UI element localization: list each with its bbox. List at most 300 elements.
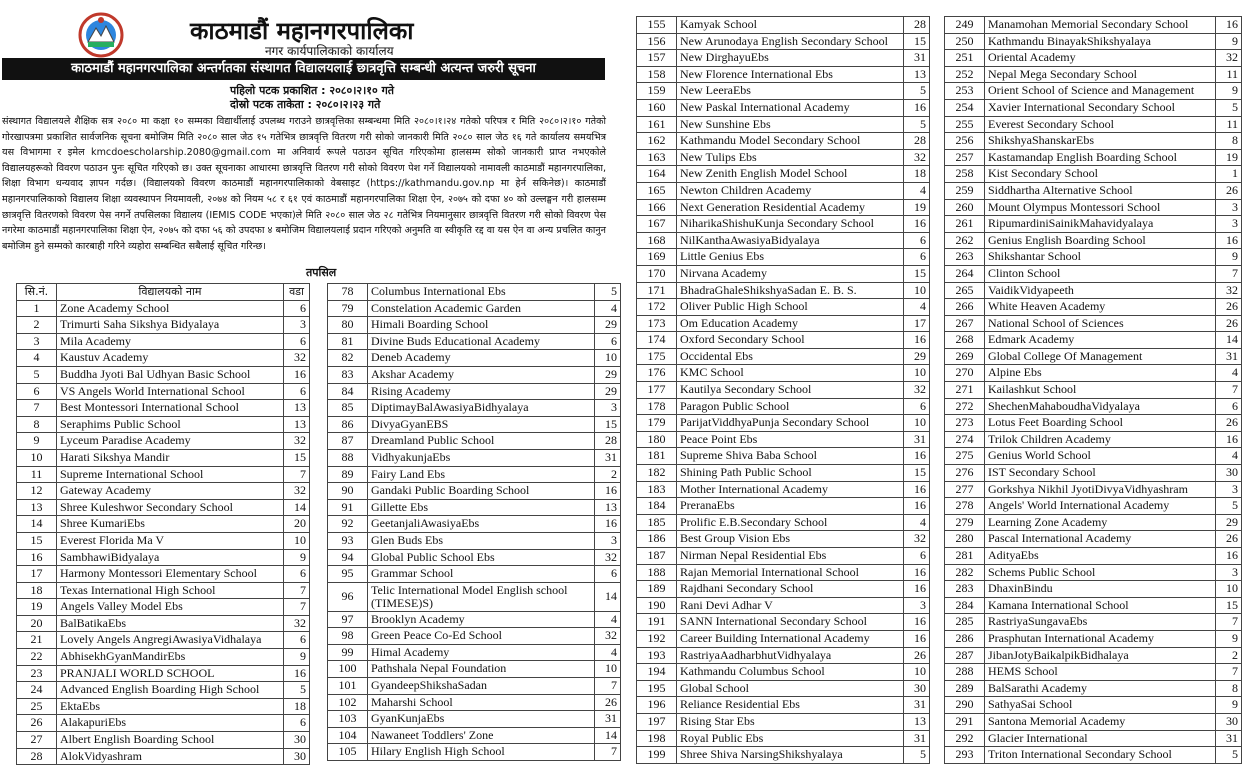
- ward-number: 6: [284, 632, 310, 649]
- row-number: 192: [637, 630, 677, 647]
- row-number: 272: [945, 398, 985, 415]
- school-name: Kailashkut School: [985, 382, 1216, 399]
- header-name: विद्यालयको नाम: [57, 284, 284, 301]
- row-number: 4: [17, 350, 57, 367]
- school-name: Next Generation Residential Academy: [677, 199, 904, 216]
- ward-number: 13: [595, 499, 621, 516]
- ward-number: 3: [1216, 564, 1242, 581]
- ward-number: 3: [1216, 216, 1242, 233]
- ward-number: 4: [904, 514, 930, 531]
- school-name: Kathmandu Columbus School: [677, 664, 904, 681]
- school-name: Peace Point Ebs: [677, 431, 904, 448]
- table-row: [17, 632, 310, 649]
- row-number: 5: [17, 366, 57, 383]
- table-row: [637, 713, 930, 730]
- school-name: BalBatikaEbs: [57, 615, 284, 632]
- row-number: 169: [637, 249, 677, 266]
- ward-number: 26: [904, 647, 930, 664]
- row-number: 270: [945, 365, 985, 382]
- row-number: 22: [17, 649, 57, 666]
- table-row: [328, 317, 621, 334]
- row-number: 250: [945, 33, 985, 50]
- ward-number: 26: [1216, 415, 1242, 432]
- table-row: [17, 333, 310, 350]
- school-name: Xavier International Secondary School: [985, 99, 1216, 116]
- school-name: Best Montessori International School: [57, 400, 284, 417]
- school-name: Global College Of Management: [985, 348, 1216, 365]
- table-row: [328, 483, 621, 500]
- school-name: Mount Olympus Montessori School: [985, 199, 1216, 216]
- ward-number: 26: [1216, 182, 1242, 199]
- ward-number: 26: [1216, 531, 1242, 548]
- table-row: [945, 265, 1242, 282]
- table-row: [945, 50, 1242, 67]
- table-row: [328, 532, 621, 549]
- school-name: Kathmandu Model Secondary School: [677, 133, 904, 150]
- table-row: [637, 448, 930, 465]
- school-name: Nirvana Academy: [677, 265, 904, 282]
- table-row: [637, 216, 930, 233]
- page-title: काठमाडौं महानगरपालिका: [190, 17, 414, 45]
- ward-number: 31: [904, 697, 930, 714]
- row-number: 280: [945, 531, 985, 548]
- table-row: [17, 483, 310, 500]
- ward-number: 15: [904, 33, 930, 50]
- row-number: 279: [945, 514, 985, 531]
- row-number: 289: [945, 680, 985, 697]
- table-row: [328, 727, 621, 744]
- ward-number: 16: [904, 630, 930, 647]
- ward-number: 11: [1216, 116, 1242, 133]
- table-row: [637, 481, 930, 498]
- ward-number: 16: [904, 216, 930, 233]
- ward-number: 29: [904, 348, 930, 365]
- ward-number: 7: [595, 744, 621, 761]
- table-row: [17, 566, 310, 583]
- table-row: [637, 116, 930, 133]
- ward-number: 7: [595, 678, 621, 695]
- row-number: 287: [945, 647, 985, 664]
- school-table-2: [327, 283, 621, 761]
- school-name: EktaEbs: [57, 698, 284, 715]
- school-name: Siddhartha Alternative School: [985, 182, 1216, 199]
- ward-number: 28: [595, 433, 621, 450]
- second-published: दोस्रो पटक ताकेता : २०८०।२।२३ गते: [230, 98, 381, 111]
- ward-number: 4: [595, 611, 621, 628]
- ward-number: 16: [904, 99, 930, 116]
- table-row: [945, 680, 1242, 697]
- table-row: [945, 630, 1242, 647]
- table-row: [945, 99, 1242, 116]
- row-number: 182: [637, 465, 677, 482]
- row-number: 258: [945, 166, 985, 183]
- row-number: 3: [17, 333, 57, 350]
- school-name: HEMS School: [985, 664, 1216, 681]
- school-name: New Arunodaya English Secondary School: [677, 33, 904, 50]
- table-row: [945, 133, 1242, 150]
- row-number: 8: [17, 416, 57, 433]
- school-name: Seraphims Public School: [57, 416, 284, 433]
- ward-number: 16: [1216, 548, 1242, 565]
- ward-number: 6: [904, 232, 930, 249]
- row-number: 9: [17, 433, 57, 450]
- school-name: GeetanjaliAwasiyaEbs: [368, 516, 595, 533]
- table-row: [328, 661, 621, 678]
- table-row: [17, 715, 310, 732]
- row-number: 164: [637, 166, 677, 183]
- ward-number: 13: [904, 66, 930, 83]
- row-number: 159: [637, 83, 677, 100]
- school-name: Supreme Shiva Baba School: [677, 448, 904, 465]
- school-name: Prasphutan International Academy: [985, 630, 1216, 647]
- table-row: [945, 514, 1242, 531]
- row-number: 11: [17, 466, 57, 483]
- school-name: Constelation Academic Garden: [368, 300, 595, 317]
- table-row: [637, 83, 930, 100]
- ward-number: 9: [1216, 33, 1242, 50]
- school-name: New Sunshine Ebs: [677, 116, 904, 133]
- ward-number: 31: [595, 711, 621, 728]
- row-number: 284: [945, 597, 985, 614]
- row-number: 261: [945, 216, 985, 233]
- school-name: Angels' World International Academy: [985, 498, 1216, 515]
- table-row: [945, 398, 1242, 415]
- row-number: 180: [637, 431, 677, 448]
- ward-number: 3: [595, 532, 621, 549]
- ward-number: 16: [904, 581, 930, 598]
- ward-number: 32: [904, 531, 930, 548]
- table-row: [945, 597, 1242, 614]
- ward-number: 4: [1216, 365, 1242, 382]
- row-number: 171: [637, 282, 677, 299]
- table-row: [637, 614, 930, 631]
- school-name: Kautilya Secondary School: [677, 382, 904, 399]
- row-number: 170: [637, 265, 677, 282]
- ward-number: 32: [1216, 282, 1242, 299]
- school-name: Shree Shiva NarsingShikshyalaya: [677, 747, 904, 764]
- school-name: ShikshyaShanskarEbs: [985, 133, 1216, 150]
- school-name: Columbus International Ebs: [368, 284, 595, 301]
- ward-number: 29: [595, 317, 621, 334]
- ward-number: 7: [284, 582, 310, 599]
- row-number: 18: [17, 582, 57, 599]
- row-number: 90: [328, 483, 368, 500]
- row-number: 286: [945, 630, 985, 647]
- ward-number: 29: [1216, 514, 1242, 531]
- school-name: RastriyaAadharbhutVidhyalaya: [677, 647, 904, 664]
- ward-number: 29: [595, 383, 621, 400]
- school-table: [636, 16, 930, 764]
- table-row: [637, 66, 930, 83]
- table-row: [945, 713, 1242, 730]
- school-name: Om Education Academy: [677, 315, 904, 332]
- row-number: 87: [328, 433, 368, 450]
- table-row: [328, 711, 621, 728]
- school-name: Edmark Academy: [985, 332, 1216, 349]
- school-name: NilKanthaAwasiyaBidyalaya: [677, 232, 904, 249]
- table-row: [637, 431, 930, 448]
- ward-number: 9: [1216, 630, 1242, 647]
- row-number: 267: [945, 315, 985, 332]
- ward-number: 10: [904, 415, 930, 432]
- school-name: Supreme International School: [57, 466, 284, 483]
- row-number: 254: [945, 99, 985, 116]
- row-number: 292: [945, 730, 985, 747]
- table-row: [17, 383, 310, 400]
- table-row: [637, 149, 930, 166]
- row-number: 260: [945, 199, 985, 216]
- school-name: Glen Buds Ebs: [368, 532, 595, 549]
- school-name: Zone Academy School: [57, 300, 284, 317]
- table-row: [945, 747, 1242, 764]
- school-name: Harmony Montessori Elementary School: [57, 566, 284, 583]
- ward-number: 32: [595, 628, 621, 645]
- ward-number: 15: [595, 416, 621, 433]
- row-number: 10: [17, 449, 57, 466]
- ward-number: 6: [284, 300, 310, 317]
- table-row: [637, 697, 930, 714]
- table-row: [637, 348, 930, 365]
- school-name: White Heaven Academy: [985, 299, 1216, 316]
- school-name: BhadraGhaleShikshyaSadan E. B. S.: [677, 282, 904, 299]
- table-row: [17, 350, 310, 367]
- row-number: 96: [328, 582, 368, 611]
- table-row: [328, 628, 621, 645]
- row-number: 255: [945, 116, 985, 133]
- ward-number: 2: [1216, 647, 1242, 664]
- table-row: [328, 383, 621, 400]
- ward-number: 6: [904, 249, 930, 266]
- ward-number: 16: [904, 448, 930, 465]
- school-name: Kathmandu BinayakShikshyalaya: [985, 33, 1216, 50]
- ward-number: 7: [1216, 614, 1242, 631]
- ward-number: 16: [1216, 232, 1242, 249]
- row-number: 190: [637, 597, 677, 614]
- row-number: 79: [328, 300, 368, 317]
- row-number: 194: [637, 664, 677, 681]
- table-row: [637, 33, 930, 50]
- row-number: 13: [17, 499, 57, 516]
- school-name: Texas International High School: [57, 582, 284, 599]
- row-number: 288: [945, 664, 985, 681]
- school-name: Advanced English Boarding High School: [57, 682, 284, 699]
- school-name: Kastamandap English Boarding School: [985, 149, 1216, 166]
- school-name: Lyceum Paradise Academy: [57, 433, 284, 450]
- table-row: [328, 333, 621, 350]
- row-number: 263: [945, 249, 985, 266]
- school-name: Career Building International Academy: [677, 630, 904, 647]
- ward-number: 5: [1216, 99, 1242, 116]
- ward-number: 5: [595, 284, 621, 301]
- row-number: 92: [328, 516, 368, 533]
- school-name: Divine Buds Educational Academy: [368, 333, 595, 350]
- row-number: 174: [637, 332, 677, 349]
- row-number: 102: [328, 694, 368, 711]
- school-name: Dreamland Public School: [368, 433, 595, 450]
- row-number: 173: [637, 315, 677, 332]
- school-name: AlokVidyashram: [57, 748, 284, 765]
- row-number: 269: [945, 348, 985, 365]
- row-number: 24: [17, 682, 57, 699]
- school-name: Trilok Children Academy: [985, 431, 1216, 448]
- row-number: 273: [945, 415, 985, 432]
- table-row: [328, 284, 621, 301]
- row-number: 167: [637, 216, 677, 233]
- school-name: Orient School of Science and Management: [985, 83, 1216, 100]
- row-number: 186: [637, 531, 677, 548]
- table-row: [945, 448, 1242, 465]
- table-row: [945, 481, 1242, 498]
- row-number: 99: [328, 644, 368, 661]
- ward-number: 30: [284, 748, 310, 765]
- row-number: 179: [637, 415, 677, 432]
- school-name: Santona Memorial Academy: [985, 713, 1216, 730]
- school-name: JibanJotyBaikalpikBidhalaya: [985, 647, 1216, 664]
- table-row: [637, 382, 930, 399]
- ward-number: 15: [1216, 597, 1242, 614]
- row-number: 264: [945, 265, 985, 282]
- ward-number: 6: [284, 383, 310, 400]
- ward-number: 8: [1216, 680, 1242, 697]
- ward-number: 32: [284, 433, 310, 450]
- row-number: 265: [945, 282, 985, 299]
- table-row: [17, 366, 310, 383]
- row-number: 266: [945, 299, 985, 316]
- ward-number: 31: [904, 431, 930, 448]
- ward-number: 16: [904, 498, 930, 515]
- row-number: 271: [945, 382, 985, 399]
- ward-number: 19: [1216, 149, 1242, 166]
- ward-number: 11: [1216, 66, 1242, 83]
- row-number: 195: [637, 680, 677, 697]
- school-table-1: [16, 283, 310, 765]
- school-name: Brooklyn Academy: [368, 611, 595, 628]
- ward-number: 32: [284, 483, 310, 500]
- row-number: 17: [17, 566, 57, 583]
- table-row: [17, 599, 310, 616]
- row-number: 291: [945, 713, 985, 730]
- school-name: VidhyakunjaEbs: [368, 449, 595, 466]
- table-row: [637, 99, 930, 116]
- school-name: Grammar School: [368, 566, 595, 583]
- table-row: [328, 416, 621, 433]
- header-ward: वडा: [284, 284, 310, 301]
- ward-number: 13: [284, 400, 310, 417]
- row-number: 2: [17, 317, 57, 334]
- school-name: Occidental Ebs: [677, 348, 904, 365]
- row-number: 175: [637, 348, 677, 365]
- table-row: [17, 466, 310, 483]
- school-name: Green Peace Co-Ed School: [368, 628, 595, 645]
- school-name: Himal Academy: [368, 644, 595, 661]
- school-name: IST Secondary School: [985, 465, 1216, 482]
- table-row: [945, 697, 1242, 714]
- school-name: BalSarathi Academy: [985, 680, 1216, 697]
- table-row: [328, 549, 621, 566]
- table-row: [945, 332, 1242, 349]
- table-row: [637, 597, 930, 614]
- ward-number: 10: [595, 350, 621, 367]
- school-name: Kist Secondary School: [985, 166, 1216, 183]
- row-number: 14: [17, 516, 57, 533]
- school-name: PreranaEbs: [677, 498, 904, 515]
- school-name: Maharshi School: [368, 694, 595, 711]
- table-row: [637, 498, 930, 515]
- ward-number: 10: [904, 282, 930, 299]
- row-number: 283: [945, 581, 985, 598]
- table-row: [637, 514, 930, 531]
- school-name: Global Public School Ebs: [368, 549, 595, 566]
- ward-number: 26: [1216, 315, 1242, 332]
- row-number: 188: [637, 564, 677, 581]
- ward-number: 6: [284, 566, 310, 583]
- table-row: [945, 614, 1242, 631]
- school-name: Everest Secondary School: [985, 116, 1216, 133]
- row-number: 166: [637, 199, 677, 216]
- ward-number: 16: [1216, 431, 1242, 448]
- table-row: [637, 398, 930, 415]
- table-row: [945, 149, 1242, 166]
- table-row: [945, 498, 1242, 515]
- ward-number: 31: [1216, 730, 1242, 747]
- ward-number: 14: [284, 499, 310, 516]
- table-row: [637, 50, 930, 67]
- ward-number: 7: [1216, 382, 1242, 399]
- ward-number: 1: [1216, 166, 1242, 183]
- page-subtitle: नगर कार्यपालिकाको कार्यालय: [265, 44, 394, 58]
- table-row: [17, 400, 310, 417]
- row-number: 95: [328, 566, 368, 583]
- school-name: Royal Public Ebs: [677, 730, 904, 747]
- table-row: [945, 299, 1242, 316]
- school-name: Oliver Public High School: [677, 299, 904, 316]
- table-row: [637, 730, 930, 747]
- school-name: Gandaki Public Boarding School: [368, 483, 595, 500]
- row-number: 176: [637, 365, 677, 382]
- school-name: VS Angels World International School: [57, 383, 284, 400]
- row-number: 100: [328, 661, 368, 678]
- table-row: [945, 166, 1242, 183]
- row-number: 277: [945, 481, 985, 498]
- school-name: KMC School: [677, 365, 904, 382]
- school-name: Rani Devi Adhar V: [677, 597, 904, 614]
- school-name: Himali Boarding School: [368, 317, 595, 334]
- ward-number: 16: [904, 564, 930, 581]
- ward-number: 20: [284, 516, 310, 533]
- table-row: [945, 199, 1242, 216]
- ward-number: 18: [284, 698, 310, 715]
- table-row: [17, 317, 310, 334]
- school-name: Alpine Ebs: [985, 365, 1216, 382]
- notice-banner: काठमाडौं महानगरपालिका अन्तर्गतका संस्थागत विद्यालयलाई छात्रवृत्ति सम्बन्धी अत्यन्त जरुरी सूचना: [2, 58, 605, 80]
- table-row: [637, 680, 930, 697]
- ward-number: 14: [1216, 332, 1242, 349]
- ward-number: 9: [1216, 83, 1242, 100]
- school-name: Shining Path Public School: [677, 465, 904, 482]
- table-row: [945, 17, 1242, 34]
- school-name: Rajan Memorial International School: [677, 564, 904, 581]
- row-number: 252: [945, 66, 985, 83]
- row-number: 196: [637, 697, 677, 714]
- ward-number: 30: [284, 732, 310, 749]
- table-row: [328, 566, 621, 583]
- row-number: 191: [637, 614, 677, 631]
- row-number: 281: [945, 548, 985, 565]
- row-number: 15: [17, 532, 57, 549]
- table-row: [637, 17, 930, 34]
- row-number: 282: [945, 564, 985, 581]
- row-number: 7: [17, 400, 57, 417]
